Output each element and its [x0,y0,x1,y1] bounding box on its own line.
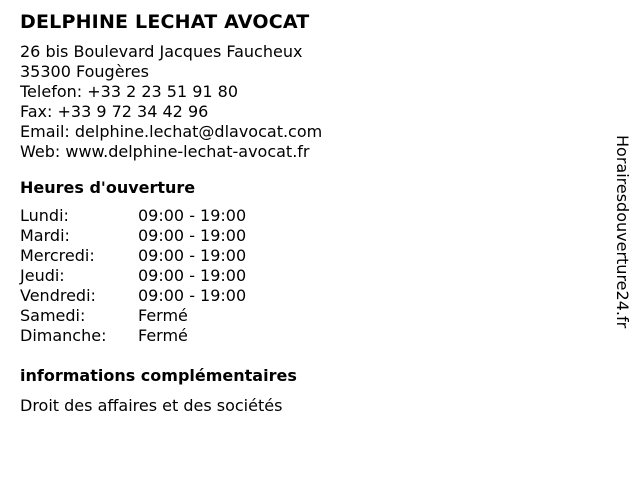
day-label: Dimanche: [20,326,107,345]
day-label: Mercredi: [20,246,95,265]
business-title: DELPHINE LECHAT AVOCAT [20,11,310,33]
hours-row-saturday [20,306,600,326]
day-hours: 09:00 - 19:00 [138,246,247,265]
business-card [20,10,600,416]
hours-row-wednesday [20,246,600,266]
fax-number: Fax: +33 9 72 34 42 96 [20,102,209,121]
hours-row-tuesday [20,226,600,246]
day-label: Vendredi: [20,286,96,305]
day-label: Lundi: [20,206,69,225]
address-street: 26 bis Boulevard Jacques Faucheux [20,42,303,61]
day-hours: 09:00 - 19:00 [138,226,247,245]
address-city: 35300 Fougères [20,62,149,81]
day-hours: 09:00 - 19:00 [138,206,247,225]
day-label: Samedi: [20,306,86,325]
contact-block [20,42,600,162]
hours-row-sunday [20,326,600,346]
day-label: Mardi: [20,226,70,245]
additional-info-text: Droit des affaires et des sociétés [20,396,283,415]
hours-row-thursday [20,266,600,286]
hours-row-friday [20,286,600,306]
day-hours: 09:00 - 19:00 [138,286,247,305]
hours-row-monday [20,206,600,226]
site-brand-vertical: Horairesdouverture24.fr [613,135,632,329]
additional-info-heading: informations complémentaires [20,366,297,385]
opening-hours-heading: Heures d'ouverture [20,178,196,197]
phone-number: Telefon: +33 2 23 51 91 80 [20,82,239,101]
day-label: Jeudi: [20,266,65,285]
day-hours: Fermé [138,306,188,325]
opening-hours-table [20,206,600,346]
email-address: Email: delphine.lechat@dlavocat.com [20,122,323,141]
website-address: Web: www.delphine-lechat-avocat.fr [20,142,310,161]
day-hours: Fermé [138,326,188,345]
day-hours: 09:00 - 19:00 [138,266,247,285]
